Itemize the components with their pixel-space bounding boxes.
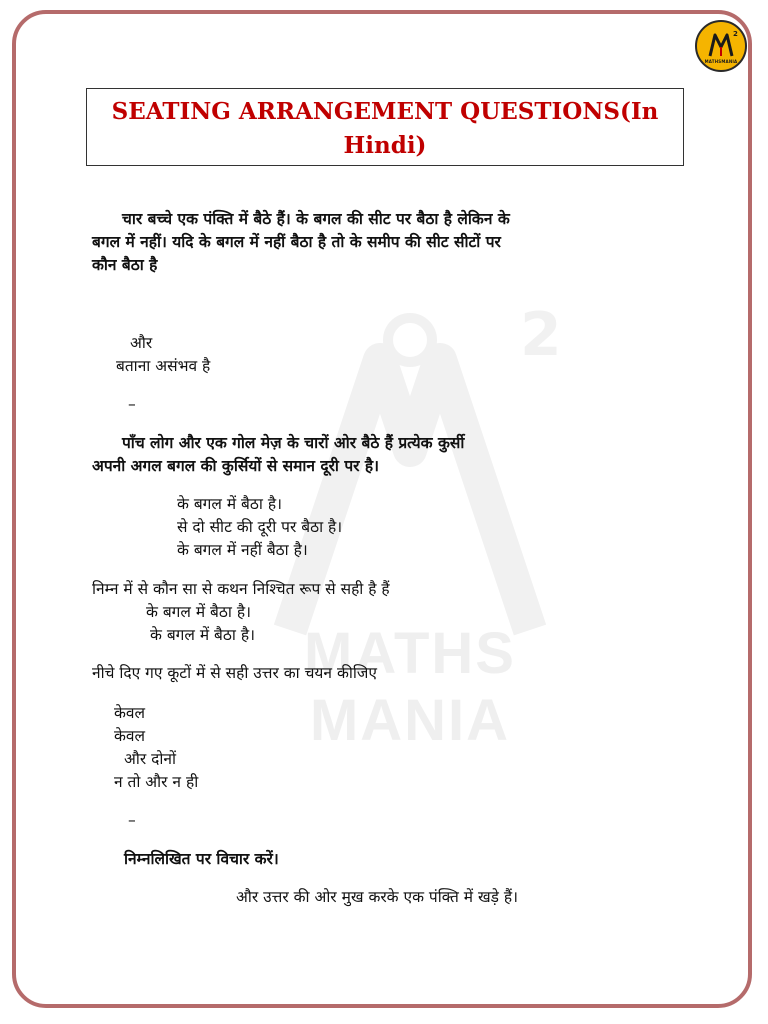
watermark-exponent: 2	[520, 300, 562, 370]
q2-line-2: अपनी अगल बगल की कुर्सियों से समान दूरी पर है।	[92, 457, 379, 475]
q3-heading: निम्नलिखित पर विचार करें।	[124, 850, 279, 868]
q1-line-2: बगल में नहीं। यदि के बगल में नहीं बैठा है तो के समीप की सीट सीटों पर	[92, 233, 501, 251]
logo-brand-text: MATHSMANIA	[704, 59, 738, 64]
watermark-text: MATHS MANIA	[304, 621, 516, 753]
q2-info-1: के बगल में बैठा है।	[177, 495, 282, 513]
q2-statement-2: के बगल में बैठा है।	[150, 626, 255, 644]
q1-option-b: बताना असंभव है	[116, 357, 211, 375]
q2-option-b: केवल	[114, 727, 146, 745]
q2-info-2: से दो सीट की दूरी पर बैठा है।	[177, 518, 343, 536]
q2-statement-1: के बगल में बैठा है।	[146, 603, 251, 621]
q3-line-1: और उत्तर की ओर मुख करके एक पंक्ति में खड़े हैं।	[236, 888, 519, 906]
q2-statement-intro: निम्न में से कौन सा से कथन निश्चित रूप से सही है हैं	[92, 580, 390, 598]
q2-option-d: न तो और न ही	[114, 773, 199, 791]
q2-line-1: पाँच लोग और एक गोल मेज़ के चारों ओर बैठे हैं प्रत्येक कुर्सी	[122, 434, 465, 452]
q2-option-c: और दोनों	[124, 750, 176, 768]
q2-info-3: के बगल में नहीं बैठा है।	[177, 541, 308, 559]
q1-answer: –	[128, 395, 136, 413]
q2-answer: –	[128, 811, 136, 829]
page-title: SEATING ARRANGEMENT QUESTIONS(In Hindi)	[111, 98, 659, 159]
q1-line-3: कौन बैठा है	[92, 256, 158, 274]
svg-text:2: 2	[733, 30, 738, 38]
title-box	[86, 88, 684, 166]
q2-option-a: केवल	[114, 704, 146, 722]
q1-option-a: और	[130, 334, 153, 352]
mathsmania-logo	[695, 20, 747, 72]
q2-code-intro: नीचे दिए गए कूटों में से सही उत्तर का चयन कीजिए	[92, 664, 377, 682]
q1-line-1: चार बच्चे एक पंक्ति में बैठे हैं। के बगल की सीट पर बैठा है लेकिन के	[122, 210, 510, 228]
